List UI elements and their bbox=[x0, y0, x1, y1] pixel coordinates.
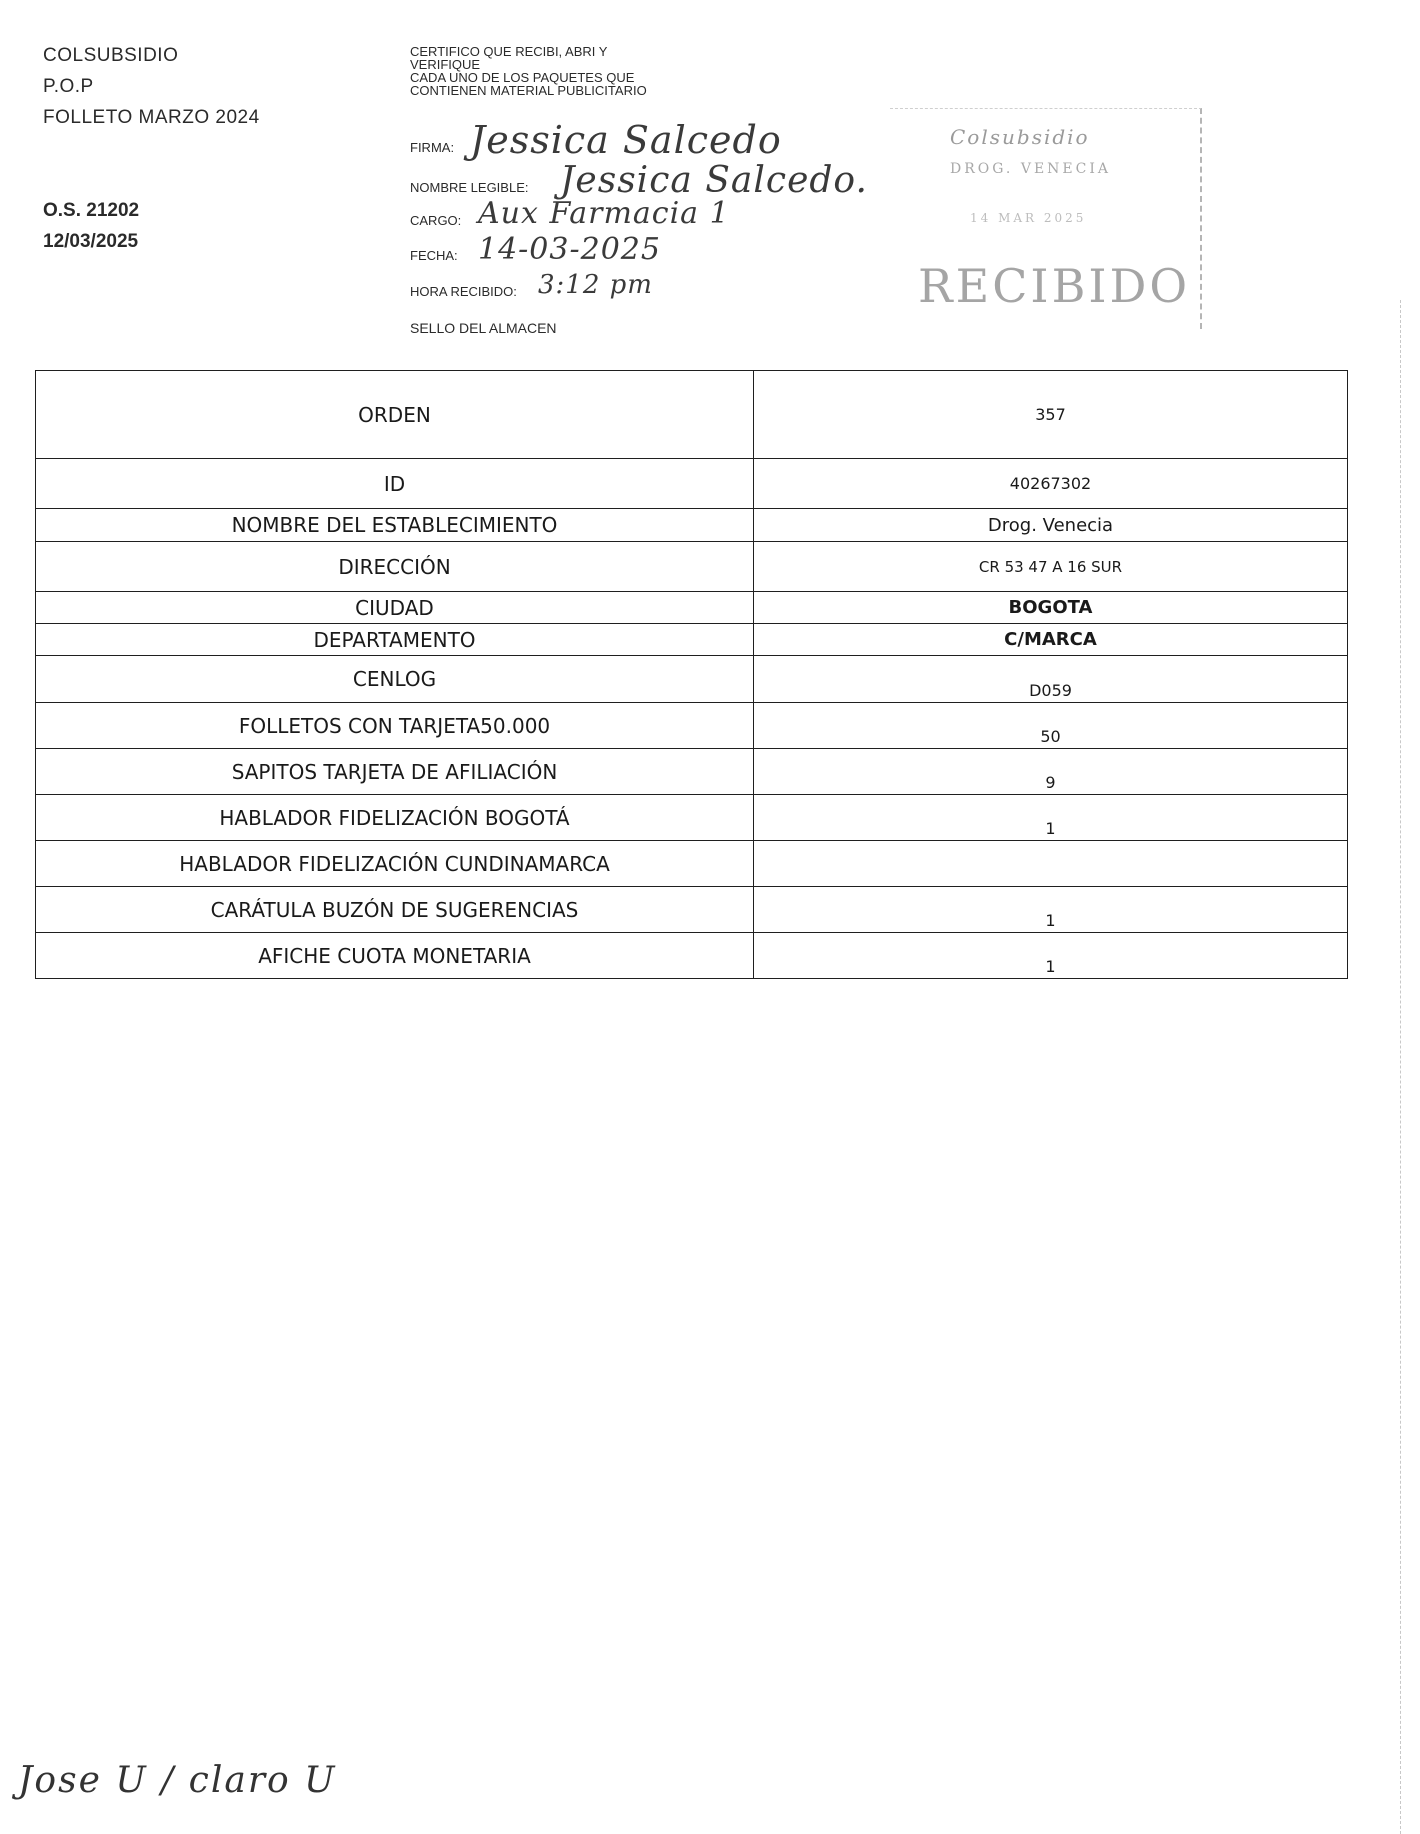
row-key: FOLLETOS CON TARJETA50.000 bbox=[36, 703, 754, 749]
firma-label: FIRMA: bbox=[410, 140, 455, 155]
row-value: C/MARCA bbox=[754, 624, 1348, 656]
certification-statement bbox=[410, 45, 740, 97]
row-key: CIUDAD bbox=[36, 592, 754, 624]
warehouse-seal-label: SELLO DEL ALMACEN bbox=[410, 320, 557, 336]
row-key: NOMBRE DEL ESTABLECIMIENTO bbox=[36, 509, 754, 542]
table-row bbox=[36, 703, 1348, 749]
row-key: DIRECCIÓN bbox=[36, 542, 754, 592]
table-row bbox=[36, 371, 1348, 459]
row-key: CARÁTULA BUZÓN DE SUGERENCIAS bbox=[36, 887, 754, 933]
row-key: CENLOG bbox=[36, 656, 754, 703]
row-value: 1 bbox=[754, 887, 1348, 933]
fecha-label: FECHA: bbox=[410, 248, 458, 263]
cargo-handwritten: Aux Farmacia 1 bbox=[478, 196, 730, 231]
cargo-label: CARGO: bbox=[410, 213, 462, 228]
row-value: 1 bbox=[754, 933, 1348, 979]
row-key: DEPARTAMENTO bbox=[36, 624, 754, 656]
row-value bbox=[754, 841, 1348, 887]
row-key: HABLADOR FIDELIZACIÓN CUNDINAMARCA bbox=[36, 841, 754, 887]
table-row bbox=[36, 749, 1348, 795]
row-key: HABLADOR FIDELIZACIÓN BOGOTÁ bbox=[36, 795, 754, 841]
stamp-branch: DROG. VENECIA bbox=[950, 161, 1111, 177]
cert-line-3: CADA UNO DE LOS PAQUETES QUE bbox=[410, 70, 635, 85]
row-value: BOGOTA bbox=[754, 592, 1348, 624]
hora-label: HORA RECIBIDO: bbox=[410, 284, 517, 299]
row-value: Drog. Venecia bbox=[754, 509, 1348, 542]
fecha-handwritten: 14-03-2025 bbox=[478, 232, 661, 267]
table-row bbox=[36, 887, 1348, 933]
nombre-handwritten: Jessica Salcedo. bbox=[560, 160, 868, 201]
os-date: 12/03/2025 bbox=[43, 231, 139, 252]
row-value: 50 bbox=[754, 703, 1348, 749]
brochure-title: FOLLETO MARZO 2024 bbox=[43, 107, 260, 128]
hora-handwritten: 3:12 pm bbox=[538, 270, 653, 300]
row-key: ID bbox=[36, 459, 754, 509]
stamp-received: RECIBIDO bbox=[918, 259, 1191, 313]
table-row bbox=[36, 795, 1348, 841]
table-row bbox=[36, 841, 1348, 887]
table-row bbox=[36, 459, 1348, 509]
row-value: D059 bbox=[754, 656, 1348, 703]
table-row bbox=[36, 509, 1348, 542]
row-value: 357 bbox=[754, 371, 1348, 459]
stamp-date: 14 MAR 2025 bbox=[970, 211, 1087, 225]
row-key: AFICHE CUOTA MONETARIA bbox=[36, 933, 754, 979]
table-row bbox=[36, 624, 1348, 656]
scan-edge-line bbox=[1400, 300, 1401, 1834]
row-value: 9 bbox=[754, 749, 1348, 795]
row-value: 1 bbox=[754, 795, 1348, 841]
row-value: CR 53 47 A 16 SUR bbox=[754, 542, 1348, 592]
row-key: SAPITOS TARJETA DE AFILIACIÓN bbox=[36, 749, 754, 795]
table-row bbox=[36, 542, 1348, 592]
cert-line-4: CONTIENEN MATERIAL PUBLICITARIO bbox=[410, 83, 647, 98]
received-stamp bbox=[890, 108, 1202, 329]
stamp-org: Colsubsidio bbox=[950, 125, 1090, 149]
cert-line-1: CERTIFICO QUE RECIBI, ABRI Y bbox=[410, 44, 608, 59]
row-value: 40267302 bbox=[754, 459, 1348, 509]
table-row bbox=[36, 592, 1348, 624]
firma-handwritten: Jessica Salcedo bbox=[470, 118, 782, 162]
cert-line-2: VERIFIQUE bbox=[410, 57, 481, 72]
delivery-table bbox=[35, 370, 1348, 979]
service-order-block bbox=[43, 195, 139, 257]
row-key: ORDEN bbox=[36, 371, 754, 459]
nombre-label: NOMBRE LEGIBLE: bbox=[410, 180, 529, 195]
table-row bbox=[36, 933, 1348, 979]
table-row bbox=[36, 656, 1348, 703]
os-number: O.S. 21202 bbox=[43, 200, 140, 221]
org-name: COLSUBSIDIO bbox=[43, 45, 179, 66]
pop-label: P.O.P bbox=[43, 76, 94, 97]
header-org-block bbox=[43, 40, 260, 133]
footer-signature: Jose U / claro U bbox=[18, 1760, 337, 1801]
